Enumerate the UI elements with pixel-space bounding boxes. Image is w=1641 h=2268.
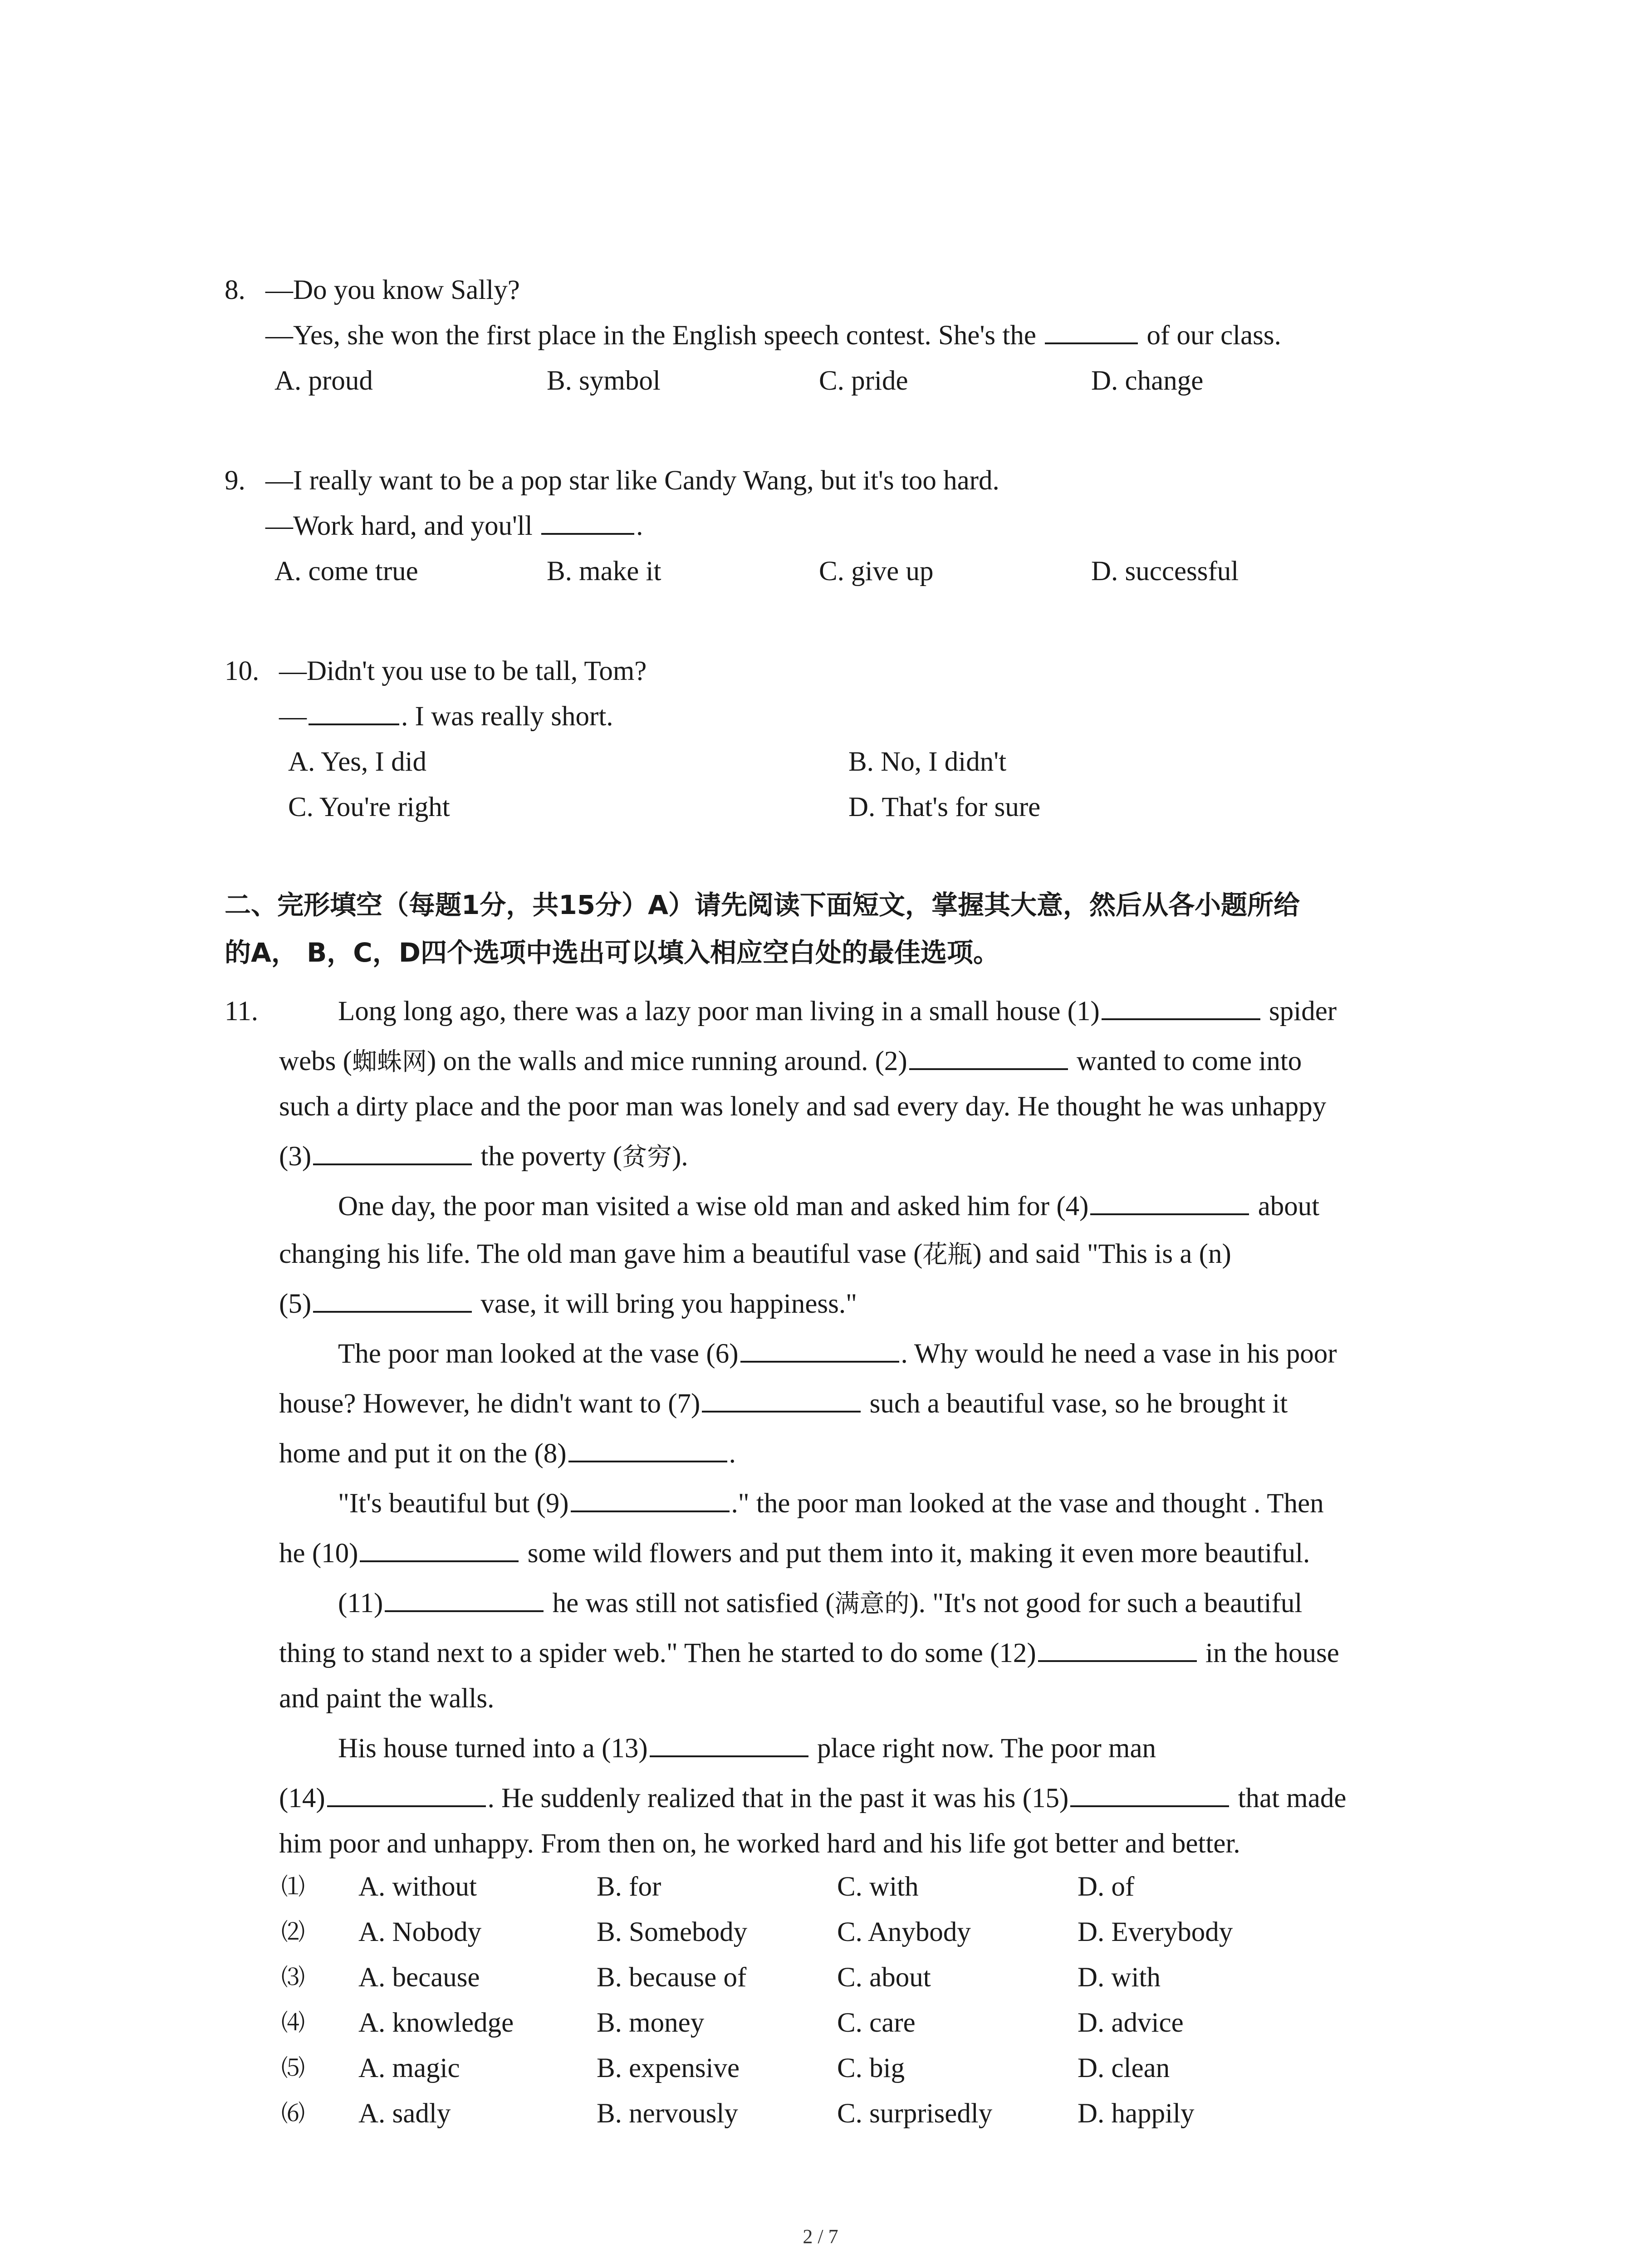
- subquestion-6-option-b: B. nervously: [597, 2098, 738, 2129]
- subquestion-1-option-c: C. with: [837, 1872, 919, 1902]
- question-8-option-b: B. symbol: [547, 366, 661, 396]
- passage-line: and paint the walls.: [279, 1683, 495, 1714]
- subquestion-5-option-a: A. magic: [358, 2053, 460, 2083]
- question-8-line1: —Do you know Sally?: [265, 275, 520, 305]
- subquestion-1-option-a: A. without: [358, 1872, 477, 1902]
- subquestion-3-option-b: B. because of: [597, 1962, 747, 1993]
- passage-line: him poor and unhappy. From then on, he worked hard and his life got better and better.: [279, 1828, 1240, 1859]
- answer-blank: [313, 1286, 472, 1313]
- question-9-option-c: C. give up: [819, 556, 934, 587]
- question-8-option-d: D. change: [1091, 366, 1204, 396]
- question-10-option-a: A. Yes, I did: [288, 747, 427, 777]
- answer-blank: [327, 1781, 486, 1807]
- subquestion-5-option-b: B. expensive: [597, 2053, 740, 2083]
- page-number: 2 / 7: [803, 2225, 838, 2248]
- section-2-heading-line2: 的A， B，C，D四个选项中选出可以填入相应空白处的最佳选项。: [225, 937, 1000, 968]
- subquestion-6-number: ⑹: [281, 2100, 305, 2127]
- passage-line: (14) . He suddenly realized that in the past it was his (15) that made: [279, 1780, 1346, 1817]
- answer-blank: [740, 1336, 899, 1363]
- answer-blank: [568, 1436, 727, 1462]
- question-9-line2: —Work hard, and you'll .: [265, 508, 643, 544]
- question-8-option-a: A. proud: [274, 366, 373, 396]
- subquestion-4-option-b: B. money: [597, 2008, 705, 2038]
- answer-blank: [541, 508, 634, 535]
- passage-line: thing to stand next to a spider web." Then he started to do some (12) in the house: [279, 1635, 1339, 1672]
- section-2-heading-line1: 二、完形填空（每题1分，共15分）A）请先阅读下面短文，掌握其大意，然后从各小题所给: [225, 890, 1300, 920]
- question-9-line1: —I really want to be a pop star like Candy Wang, but it's too hard.: [265, 465, 999, 496]
- subquestion-3-option-c: C. about: [837, 1962, 931, 1993]
- question-9-number: 9.: [225, 465, 245, 496]
- question-11-number: 11.: [225, 996, 258, 1026]
- passage-line: His house turned into a (13) place right now. The poor man: [338, 1730, 1156, 1767]
- passage-line: (3) the poverty (贫穷).: [279, 1139, 688, 1175]
- subquestion-1-option-b: B. for: [597, 1872, 661, 1902]
- subquestion-2-option-c: C. Anybody: [837, 1917, 971, 1947]
- question-8-option-c: C. pride: [819, 366, 908, 396]
- answer-blank: [909, 1044, 1068, 1070]
- answer-blank: [385, 1586, 544, 1612]
- answer-blank: [1070, 1781, 1229, 1807]
- answer-blank: [650, 1731, 808, 1757]
- answer-blank: [702, 1386, 861, 1413]
- subquestion-4-number: ⑷: [281, 2009, 305, 2037]
- answer-blank: [313, 1139, 472, 1165]
- subquestion-2-option-d: D. Everybody: [1078, 1917, 1233, 1947]
- question-8-line2: —Yes, she won the first place in the English speech contest. She's the of our class.: [265, 318, 1281, 354]
- passage-line: webs (蜘蛛网) on the walls and mice running around. (2) wanted to come into: [279, 1043, 1302, 1080]
- question-8-number: 8.: [225, 275, 245, 305]
- subquestion-1-option-d: D. of: [1078, 1872, 1135, 1902]
- passage-line: (5) vase, it will bring you happiness.": [279, 1286, 857, 1322]
- passage-line: The poor man looked at the vase (6) . Why would he need a vase in his poor: [338, 1336, 1337, 1372]
- subquestion-6-option-d: D. happily: [1078, 2098, 1195, 2129]
- question-10-option-d: D. That's for sure: [848, 792, 1041, 822]
- subquestion-3-option-a: A. because: [358, 1962, 480, 1993]
- subquestion-5-option-d: D. clean: [1078, 2053, 1170, 2083]
- passage-line: Long long ago, there was a lazy poor man living in a small house (1) spider: [338, 993, 1337, 1030]
- passage-line: home and put it on the (8) .: [279, 1436, 736, 1472]
- question-9-option-b: B. make it: [547, 556, 661, 587]
- subquestion-2-number: ⑵: [281, 1919, 305, 1946]
- passage-line: One day, the poor man visited a wise old man and asked him for (4) about: [338, 1188, 1319, 1225]
- passage-line: he (10) some wild flowers and put them into it, making it even more beautiful.: [279, 1535, 1310, 1572]
- subquestion-4-option-d: D. advice: [1078, 2008, 1184, 2038]
- question-10-line1: —Didn't you use to be tall, Tom?: [279, 656, 647, 686]
- subquestion-6-option-c: C. surprisedly: [837, 2098, 993, 2129]
- subquestion-5-option-c: C. big: [837, 2053, 905, 2083]
- subquestion-6-option-a: A. sadly: [358, 2098, 451, 2129]
- subquestion-4-option-a: A. knowledge: [358, 2008, 514, 2038]
- answer-blank: [1038, 1636, 1197, 1662]
- subquestion-3-option-d: D. with: [1078, 1962, 1161, 1993]
- answer-blank: [1102, 994, 1260, 1020]
- question-10-number: 10.: [225, 656, 260, 686]
- passage-line: (11) he was still not satisfied (满意的). "It's not good for such a beautiful: [338, 1585, 1302, 1622]
- question-9-option-a: A. come true: [274, 556, 418, 587]
- answer-blank: [1045, 318, 1138, 344]
- subquestion-5-number: ⑸: [281, 2055, 305, 2082]
- question-9-option-d: D. successful: [1091, 556, 1239, 587]
- answer-blank: [360, 1536, 519, 1562]
- question-10-option-b: B. No, I didn't: [848, 747, 1007, 777]
- question-10-option-c: C. You're right: [288, 792, 450, 822]
- subquestion-2-option-b: B. Somebody: [597, 1917, 748, 1947]
- answer-blank: [309, 699, 399, 725]
- passage-line: changing his life. The old man gave him a beautiful vase (花瓶) and said "This is a (n): [279, 1239, 1231, 1269]
- subquestion-4-option-c: C. care: [837, 2008, 916, 2038]
- subquestion-1-number: ⑴: [281, 1873, 305, 1901]
- answer-blank: [1090, 1189, 1249, 1215]
- passage-line: house? However, he didn't want to (7) such a beautiful vase, so he brought it: [279, 1386, 1288, 1422]
- question-10-line2: — . I was really short.: [279, 699, 613, 735]
- passage-line: such a dirty place and the poor man was lonely and sad every day. He thought he was unhappy: [279, 1091, 1327, 1122]
- subquestion-2-option-a: A. Nobody: [358, 1917, 482, 1947]
- answer-blank: [571, 1486, 730, 1512]
- passage-line: "It's beautiful but (9) ." the poor man looked at the vase and thought . Then: [338, 1486, 1324, 1522]
- subquestion-3-number: ⑶: [281, 1964, 305, 1991]
